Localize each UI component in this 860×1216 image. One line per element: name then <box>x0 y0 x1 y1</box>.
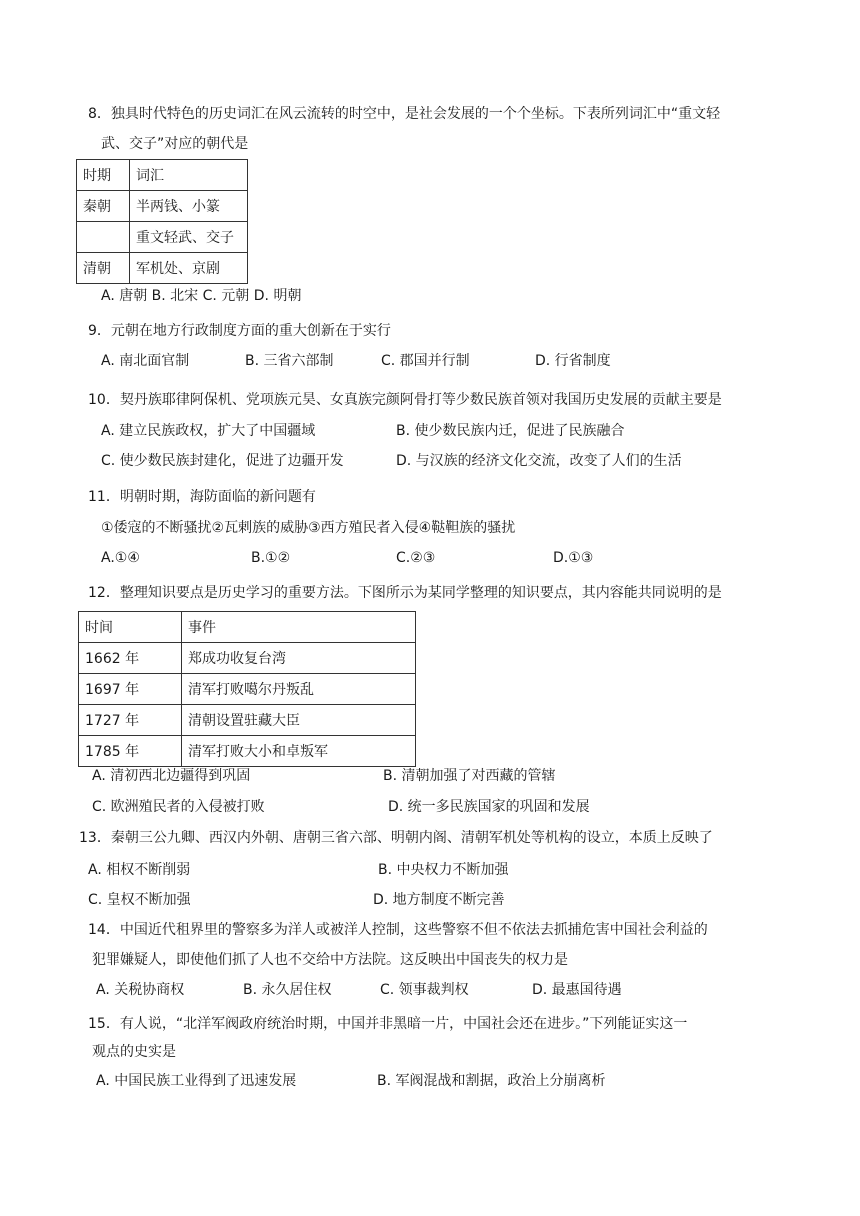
q15-option-b: B. 军阀混战和割据，政治上分崩离析 <box>377 1073 606 1089</box>
table-header-cell: 时间 <box>79 612 182 643</box>
table-header-cell: 时期 <box>77 160 130 191</box>
table-row <box>79 736 416 767</box>
q9-option-d: D. 行省制度 <box>535 353 611 369</box>
table-header-row <box>77 160 248 191</box>
q11-option-a: A.①④ <box>101 550 140 566</box>
q14-stem-line2: 犯罪嫌疑人，即使他们抓了人也不交给中方法院。这反映出中国丧失的权力是 <box>92 952 568 968</box>
q13-option-c: C. 皇权不断加强 <box>88 892 191 908</box>
table-cell: 军机处、京剧 <box>130 253 248 284</box>
table-cell <box>77 222 130 253</box>
q10-stem: 10．契丹族耶律阿保机、党项族元昊、女真族完颜阿骨打等少数民族首领对我国历史发展的贡献主要是 <box>88 392 722 408</box>
q10-option-a: A. 建立民族政权，扩大了中国疆域 <box>101 423 316 439</box>
q9-option-c: C. 郡国并行制 <box>381 353 470 369</box>
q10-option-b: B. 使少数民族内迁，促进了民族融合 <box>396 423 625 439</box>
q14-stem-line1: 14．中国近代租界里的警察多为洋人或被洋人控制，这些警察不但不依法去抓捕危害中国社会利益的 <box>88 922 708 938</box>
table-row <box>77 253 248 284</box>
table-cell: 1662 年 <box>79 643 182 674</box>
q10-option-c: C. 使少数民族封建化，促进了边疆开发 <box>101 453 344 469</box>
q13-option-a: A. 相权不断削弱 <box>88 862 191 878</box>
table-header-cell: 词汇 <box>130 160 248 191</box>
table-header-cell: 事件 <box>182 612 416 643</box>
q12-option-c: C. 欧洲殖民者的入侵被打败 <box>92 799 265 815</box>
table-cell: 1727 年 <box>79 705 182 736</box>
q9-option-b: B. 三省六部制 <box>245 353 334 369</box>
table-cell: 郑成功收复台湾 <box>182 643 416 674</box>
q15-stem-line1: 15．有人说，“北洋军阀政府统治时期，中国并非黑暗一片，中国社会还在进步。”下列能证实这一 <box>88 1016 688 1032</box>
q8-table <box>76 159 248 284</box>
table-cell: 1697 年 <box>79 674 182 705</box>
table-cell: 1785 年 <box>79 736 182 767</box>
q12-stem: 12．整理知识要点是历史学习的重要方法。下图所示为某同学整理的知识要点，其内容能共同说明的是 <box>88 585 722 601</box>
q10-option-d: D. 与汉族的经济文化交流，改变了人们的生活 <box>396 453 682 469</box>
q13-option-b: B. 中央权力不断加强 <box>378 862 509 878</box>
q11-option-b: B.①② <box>251 550 291 566</box>
q9-stem: 9．元朝在地方行政制度方面的重大创新在于实行 <box>88 323 391 339</box>
q11-items: ①倭寇的不断骚扰②瓦剌族的威胁③西方殖民者入侵④鞑靼族的骚扰 <box>101 520 516 536</box>
table-cell: 清军打败噶尔丹叛乱 <box>182 674 416 705</box>
q15-option-a: A. 中国民族工业得到了迅速发展 <box>96 1073 297 1089</box>
q12-table <box>78 611 416 767</box>
q8-stem-line1: 8．独具时代特色的历史词汇在风云流转的时空中，是社会发展的一个个坐标。下表所列词汇中“重文轻 <box>88 106 721 122</box>
table-header-row <box>79 612 416 643</box>
q11-option-d: D.①③ <box>553 550 594 566</box>
q8-options: A. 唐朝 B. 北宋 C. 元朝 D. 明朝 <box>101 288 302 304</box>
table-row <box>79 674 416 705</box>
q13-option-d: D. 地方制度不断完善 <box>373 892 505 908</box>
q11-stem: 11．明朝时期，海防面临的新问题有 <box>88 489 316 505</box>
q13-stem: 13．秦朝三公九卿、西汉内外朝、唐朝三省六部、明朝内阁、清朝军机处等机构的设立，本质上反映了 <box>79 830 713 846</box>
table-cell: 重文轻武、交子 <box>130 222 248 253</box>
q9-option-a: A. 南北面官制 <box>101 353 190 369</box>
table-cell: 清朝设置驻藏大臣 <box>182 705 416 736</box>
table-cell: 半两钱、小篆 <box>130 191 248 222</box>
table-cell: 秦朝 <box>77 191 130 222</box>
q14-option-b: B. 永久居住权 <box>243 982 332 998</box>
q12-option-a: A. 清初西北边疆得到巩固 <box>92 768 251 784</box>
q15-stem-line2: 观点的史实是 <box>92 1044 176 1060</box>
table-row <box>79 643 416 674</box>
table-row <box>77 222 248 253</box>
q12-option-d: D. 统一多民族国家的巩固和发展 <box>388 799 590 815</box>
q14-option-c: C. 领事裁判权 <box>380 982 469 998</box>
table-cell: 清军打败大小和卓叛军 <box>182 736 416 767</box>
q8-stem-line2: 武、交子”对应的朝代是 <box>101 136 249 152</box>
q14-option-d: D. 最惠国待遇 <box>532 982 622 998</box>
q11-option-c: C.②③ <box>396 550 436 566</box>
table-cell: 清朝 <box>77 253 130 284</box>
q12-option-b: B. 清朝加强了对西藏的管辖 <box>383 768 556 784</box>
table-row <box>79 705 416 736</box>
table-row <box>77 191 248 222</box>
q14-option-a: A. 关税协商权 <box>96 982 185 998</box>
